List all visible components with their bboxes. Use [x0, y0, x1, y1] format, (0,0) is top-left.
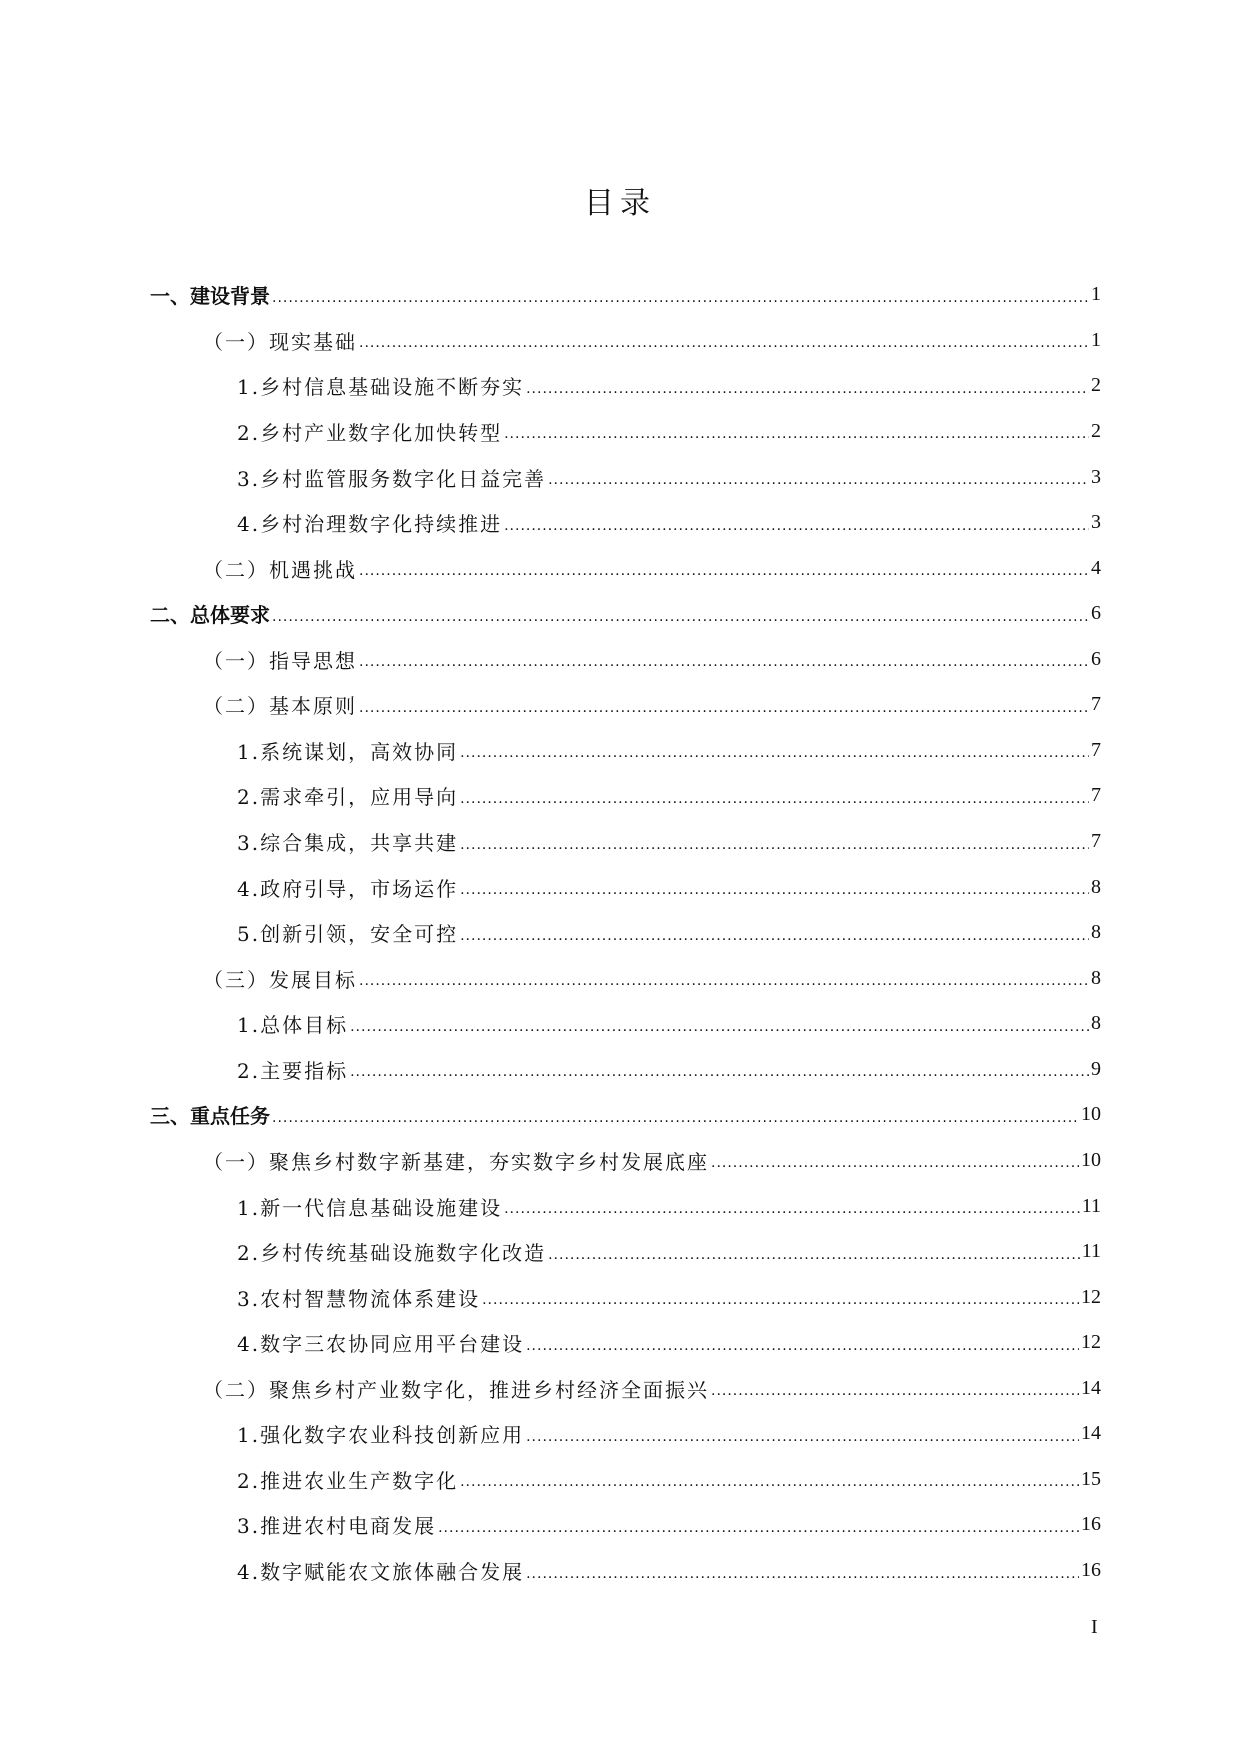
dot-leader — [482, 1292, 1079, 1308]
toc-entry[interactable] — [150, 728, 1101, 774]
toc-entry-label: （二）基本原则 — [203, 694, 357, 719]
toc-entry-page: 6 — [1091, 602, 1101, 625]
toc-entry[interactable] — [150, 272, 1101, 318]
dot-leader — [460, 928, 1089, 944]
toc-entry[interactable] — [150, 318, 1101, 364]
toc-entry-page: 7 — [1091, 693, 1101, 716]
toc-entry-page: 7 — [1091, 830, 1101, 853]
toc-entry[interactable] — [150, 1411, 1101, 1457]
toc-entry-label: 1.新一代信息基础设施建设 — [237, 1195, 503, 1220]
toc-entry-page: 8 — [1091, 966, 1101, 989]
toc-entry-label: 4.数字三农协同应用平台建设 — [237, 1332, 525, 1357]
toc-entry-page: 14 — [1081, 1376, 1101, 1399]
toc-entry-label: 4.数字赋能农文旅体融合发展 — [237, 1560, 525, 1585]
dot-leader — [548, 472, 1089, 488]
toc-entry-page: 8 — [1091, 1012, 1101, 1035]
toc-entry[interactable] — [150, 1457, 1101, 1503]
dot-leader — [359, 973, 1089, 989]
toc-entry[interactable] — [150, 409, 1101, 455]
toc-entry-label: 1.强化数字农业科技创新应用 — [237, 1423, 525, 1448]
dot-leader — [504, 1201, 1080, 1217]
toc-entry[interactable] — [150, 500, 1101, 546]
toc-entry-label: （一）现实基础 — [203, 329, 357, 354]
toc-entry[interactable] — [150, 1502, 1101, 1548]
page-number: I — [1091, 1616, 1098, 1638]
dot-leader — [526, 1566, 1079, 1582]
table-of-contents — [150, 272, 1101, 1593]
toc-entry-page: 12 — [1081, 1331, 1101, 1354]
toc-entry-page: 7 — [1091, 738, 1101, 761]
dot-leader — [504, 426, 1089, 442]
dot-leader — [460, 791, 1089, 807]
toc-entry-label: 1.系统谋划，高效协同 — [237, 739, 459, 764]
toc-entry-label: （一）聚焦乡村数字新基建，夯实数字乡村发展底座 — [203, 1149, 709, 1174]
toc-entry-page: 3 — [1091, 511, 1101, 534]
page-title: 目录 — [584, 186, 656, 221]
toc-entry[interactable] — [150, 773, 1101, 819]
toc-entry[interactable] — [150, 363, 1101, 409]
dot-leader — [272, 1110, 1079, 1126]
dot-leader — [350, 1019, 1089, 1035]
toc-entry-label: （二）机遇挑战 — [203, 557, 357, 582]
dot-leader — [460, 1474, 1079, 1490]
toc-entry[interactable] — [150, 545, 1101, 591]
toc-entry[interactable] — [150, 1183, 1101, 1229]
toc-entry[interactable] — [150, 864, 1101, 910]
dot-leader — [460, 745, 1089, 761]
toc-entry-label: 2.主要指标 — [237, 1058, 349, 1083]
toc-entry[interactable] — [150, 637, 1101, 683]
toc-entry-page: 8 — [1091, 921, 1101, 944]
toc-entry-page: 11 — [1081, 1240, 1101, 1263]
toc-entry-page: 14 — [1081, 1422, 1101, 1445]
dot-leader — [711, 1155, 1079, 1171]
toc-entry[interactable] — [150, 910, 1101, 956]
dot-leader — [460, 882, 1089, 898]
toc-entry[interactable] — [150, 682, 1101, 728]
dot-leader — [711, 1383, 1079, 1399]
toc-entry-label: 2.需求牵引，应用导向 — [237, 785, 459, 810]
toc-entry[interactable] — [150, 1138, 1101, 1184]
toc-entry-label: 2.乡村传统基础设施数字化改造 — [237, 1241, 547, 1266]
toc-entry-page: 15 — [1081, 1467, 1101, 1490]
toc-entry[interactable] — [150, 591, 1101, 637]
toc-entry-page: 16 — [1081, 1559, 1101, 1582]
toc-entry-page: 1 — [1091, 328, 1101, 351]
toc-entry-page: 8 — [1091, 875, 1101, 898]
toc-entry-label: 2.推进农业生产数字化 — [237, 1468, 459, 1493]
toc-entry-label: （一）指导思想 — [203, 648, 357, 673]
toc-entry-label: 三、重点任务 — [150, 1104, 270, 1129]
toc-entry-page: 10 — [1081, 1148, 1101, 1171]
toc-entry-label: （二）聚焦乡村产业数字化，推进乡村经济全面振兴 — [203, 1377, 709, 1402]
toc-entry-page: 11 — [1081, 1194, 1101, 1217]
toc-entry[interactable] — [150, 1274, 1101, 1320]
toc-entry[interactable] — [150, 955, 1101, 1001]
toc-entry-page: 2 — [1091, 419, 1101, 442]
toc-entry-page: 16 — [1081, 1513, 1101, 1536]
dot-leader — [460, 837, 1089, 853]
toc-entry[interactable] — [150, 1548, 1101, 1594]
toc-entry[interactable] — [150, 454, 1101, 500]
dot-leader — [359, 700, 1089, 716]
dot-leader — [272, 609, 1089, 625]
toc-entry-page: 9 — [1091, 1057, 1101, 1080]
toc-entry[interactable] — [150, 1001, 1101, 1047]
toc-entry-label: 3.农村智慧物流体系建设 — [237, 1286, 481, 1311]
dot-leader — [504, 518, 1089, 534]
toc-entry-label: 二、总体要求 — [150, 603, 270, 628]
toc-entry-label: 5.创新引领，安全可控 — [237, 922, 459, 947]
toc-entry-label: 4.乡村治理数字化持续推进 — [237, 512, 503, 537]
dot-leader — [359, 335, 1089, 351]
toc-entry-label: 1.总体目标 — [237, 1013, 349, 1038]
toc-entry[interactable] — [150, 1229, 1101, 1275]
toc-entry-page: 12 — [1081, 1285, 1101, 1308]
dot-leader — [359, 654, 1089, 670]
toc-entry-page: 10 — [1081, 1103, 1101, 1126]
dot-leader — [526, 1338, 1079, 1354]
toc-entry[interactable] — [150, 1092, 1101, 1138]
toc-entry-page: 3 — [1091, 465, 1101, 488]
toc-entry-label: 3.综合集成，共享共建 — [237, 831, 459, 856]
toc-entry[interactable] — [150, 1320, 1101, 1366]
toc-entry-label: 3.推进农村电商发展 — [237, 1514, 437, 1539]
toc-entry-label: 一、建设背景 — [150, 284, 270, 309]
dot-leader — [526, 381, 1089, 397]
dot-leader — [272, 290, 1089, 306]
toc-entry[interactable] — [150, 819, 1101, 865]
dot-leader — [438, 1520, 1079, 1536]
dot-leader — [548, 1247, 1080, 1263]
toc-entry-label: 1.乡村信息基础设施不断夯实 — [237, 375, 525, 400]
toc-entry[interactable] — [150, 1047, 1101, 1093]
toc-entry-label: （三）发展目标 — [203, 967, 357, 992]
toc-entry-page: 2 — [1091, 374, 1101, 397]
toc-entry-page: 4 — [1091, 556, 1101, 579]
dot-leader — [526, 1429, 1079, 1445]
toc-entry-label: 4.政府引导，市场运作 — [237, 876, 459, 901]
toc-entry-label: 2.乡村产业数字化加快转型 — [237, 420, 503, 445]
toc-entry-page: 1 — [1091, 283, 1101, 306]
toc-entry-page: 7 — [1091, 784, 1101, 807]
toc-entry-label: 3.乡村监管服务数字化日益完善 — [237, 466, 547, 491]
dot-leader — [359, 563, 1089, 579]
toc-entry[interactable] — [150, 1366, 1101, 1412]
toc-entry-page: 6 — [1091, 647, 1101, 670]
dot-leader — [350, 1064, 1089, 1080]
